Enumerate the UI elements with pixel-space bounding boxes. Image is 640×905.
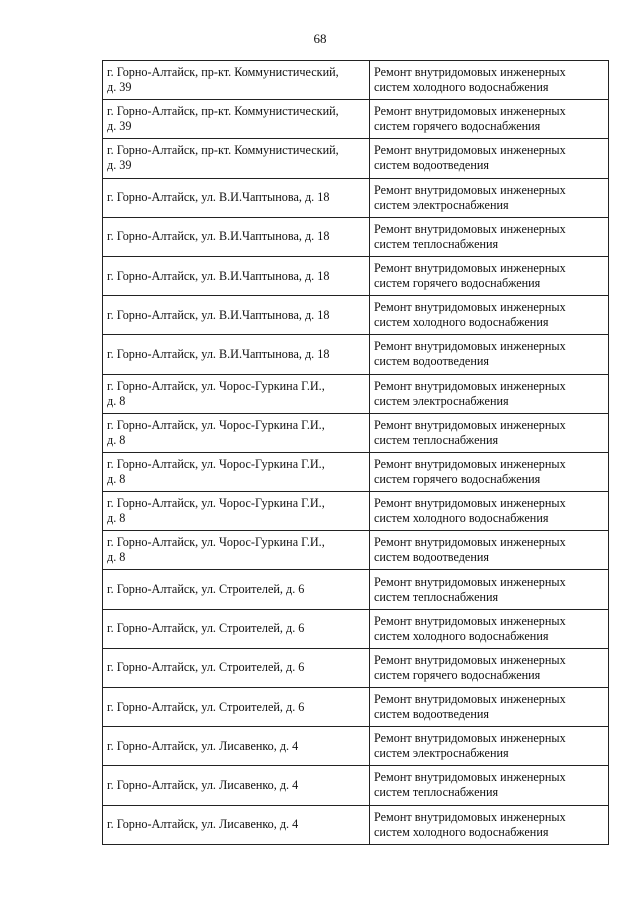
work-type-cell — [370, 296, 609, 335]
address-text: г. Горно-Алтайск, ул. Строителей, д. 6 — [107, 621, 305, 636]
address-cell — [103, 374, 370, 413]
address-text: г. Горно-Алтайск, ул. Строителей, д. 6 — [107, 699, 305, 714]
work-type-cell — [370, 727, 609, 766]
table-row — [103, 139, 609, 178]
table-row — [103, 374, 609, 413]
address-text: г. Горно-Алтайск, ул. Чорос-Гуркина Г.И., д. 8 — [107, 496, 325, 526]
work-type-text: Ремонт внутридомовых инженерных систем электроснабжения — [374, 182, 566, 212]
work-type-cell — [370, 492, 609, 531]
address-text: г. Горно-Алтайск, ул. В.И.Чаптынова, д. 18 — [107, 229, 330, 244]
table-row — [103, 492, 609, 531]
repair-works-table — [102, 60, 609, 845]
address-text: г. Горно-Алтайск, ул. Лисавенко, д. 4 — [107, 738, 299, 753]
work-type-cell — [370, 766, 609, 805]
address-text: г. Горно-Алтайск, ул. В.И.Чаптынова, д. 18 — [107, 268, 330, 283]
address-text: г. Горно-Алтайск, ул. В.И.Чаптынова, д. 18 — [107, 190, 330, 205]
address-text: г. Горно-Алтайск, пр-кт. Коммунистический, д. 39 — [107, 143, 339, 173]
work-type-cell — [370, 413, 609, 452]
work-type-cell — [370, 805, 609, 844]
address-cell — [103, 296, 370, 335]
address-cell — [103, 531, 370, 570]
address-cell — [103, 452, 370, 491]
address-text: г. Горно-Алтайск, ул. Чорос-Гуркина Г.И., д. 8 — [107, 535, 325, 565]
work-type-cell — [370, 139, 609, 178]
work-type-text: Ремонт внутридомовых инженерных систем холодного водоснабжения — [374, 613, 566, 643]
table-row — [103, 413, 609, 452]
table-row — [103, 766, 609, 805]
table-row — [103, 727, 609, 766]
address-text: г. Горно-Алтайск, ул. Строителей, д. 6 — [107, 660, 305, 675]
table-row — [103, 100, 609, 139]
work-type-text: Ремонт внутридомовых инженерных систем водоотведения — [374, 535, 566, 565]
work-type-text: Ремонт внутридомовых инженерных систем теплоснабжения — [374, 417, 566, 447]
work-type-cell — [370, 217, 609, 256]
table-row — [103, 178, 609, 217]
work-type-text: Ремонт внутридомовых инженерных систем теплоснабжения — [374, 770, 566, 800]
work-type-cell — [370, 570, 609, 609]
work-type-text: Ремонт внутридомовых инженерных систем водоотведения — [374, 143, 566, 173]
address-cell — [103, 805, 370, 844]
work-type-text: Ремонт внутридомовых инженерных систем горячего водоснабжения — [374, 456, 566, 486]
table-row — [103, 609, 609, 648]
address-text: г. Горно-Алтайск, ул. В.И.Чаптынова, д. 18 — [107, 346, 330, 361]
work-type-cell — [370, 648, 609, 687]
address-text: г. Горно-Алтайск, ул. Лисавенко, д. 4 — [107, 817, 299, 832]
address-cell — [103, 100, 370, 139]
address-cell — [103, 256, 370, 295]
work-type-cell — [370, 178, 609, 217]
address-cell — [103, 766, 370, 805]
address-text: г. Горно-Алтайск, пр-кт. Коммунистический, д. 39 — [107, 65, 339, 95]
work-type-text: Ремонт внутридомовых инженерных систем горячего водоснабжения — [374, 104, 566, 134]
work-type-text: Ремонт внутридомовых инженерных систем горячего водоснабжения — [374, 261, 566, 291]
address-text: г. Горно-Алтайск, ул. Лисавенко, д. 4 — [107, 777, 299, 792]
work-type-text: Ремонт внутридомовых инженерных систем теплоснабжения — [374, 221, 566, 251]
address-cell — [103, 648, 370, 687]
work-type-cell — [370, 374, 609, 413]
work-type-text: Ремонт внутридомовых инженерных систем теплоснабжения — [374, 574, 566, 604]
work-type-text: Ремонт внутридомовых инженерных систем электроснабжения — [374, 731, 566, 761]
work-type-text: Ремонт внутридомовых инженерных систем водоотведения — [374, 692, 566, 722]
work-type-cell — [370, 688, 609, 727]
work-type-text: Ремонт внутридомовых инженерных систем электроснабжения — [374, 378, 566, 408]
address-cell — [103, 609, 370, 648]
address-cell — [103, 413, 370, 452]
address-text: г. Горно-Алтайск, ул. Чорос-Гуркина Г.И., д. 8 — [107, 456, 325, 486]
work-type-text: Ремонт внутридомовых инженерных систем холодного водоснабжения — [374, 496, 566, 526]
page-number: 68 — [313, 31, 327, 46]
table-row — [103, 335, 609, 374]
work-type-text: Ремонт внутридомовых инженерных систем водоотведения — [374, 339, 566, 369]
address-text: г. Горно-Алтайск, ул. Строителей, д. 6 — [107, 582, 305, 597]
address-cell — [103, 570, 370, 609]
address-cell — [103, 727, 370, 766]
table-row — [103, 452, 609, 491]
table-row — [103, 570, 609, 609]
address-cell — [103, 61, 370, 100]
address-text: г. Горно-Алтайск, ул. В.И.Чаптынова, д. 18 — [107, 307, 330, 322]
work-type-text: Ремонт внутридомовых инженерных систем холодного водоснабжения — [374, 65, 566, 95]
address-text: г. Горно-Алтайск, ул. Чорос-Гуркина Г.И., д. 8 — [107, 378, 325, 408]
address-cell — [103, 139, 370, 178]
work-type-cell — [370, 256, 609, 295]
address-text: г. Горно-Алтайск, пр-кт. Коммунистический, д. 39 — [107, 104, 339, 134]
table-row — [103, 531, 609, 570]
table-row — [103, 256, 609, 295]
work-type-text: Ремонт внутридомовых инженерных систем горячего водоснабжения — [374, 652, 566, 682]
address-cell — [103, 688, 370, 727]
table-row — [103, 805, 609, 844]
work-type-text: Ремонт внутридомовых инженерных систем холодного водоснабжения — [374, 809, 566, 839]
table-row — [103, 61, 609, 100]
work-type-cell — [370, 335, 609, 374]
work-type-cell — [370, 609, 609, 648]
table-row — [103, 296, 609, 335]
work-type-cell — [370, 61, 609, 100]
work-type-cell — [370, 100, 609, 139]
address-cell — [103, 217, 370, 256]
table-row — [103, 217, 609, 256]
address-cell — [103, 178, 370, 217]
table-row — [103, 688, 609, 727]
work-type-text: Ремонт внутридомовых инженерных систем холодного водоснабжения — [374, 300, 566, 330]
address-text: г. Горно-Алтайск, ул. Чорос-Гуркина Г.И., д. 8 — [107, 417, 325, 447]
work-type-cell — [370, 531, 609, 570]
address-cell — [103, 492, 370, 531]
address-cell — [103, 335, 370, 374]
work-type-cell — [370, 452, 609, 491]
table-row — [103, 648, 609, 687]
